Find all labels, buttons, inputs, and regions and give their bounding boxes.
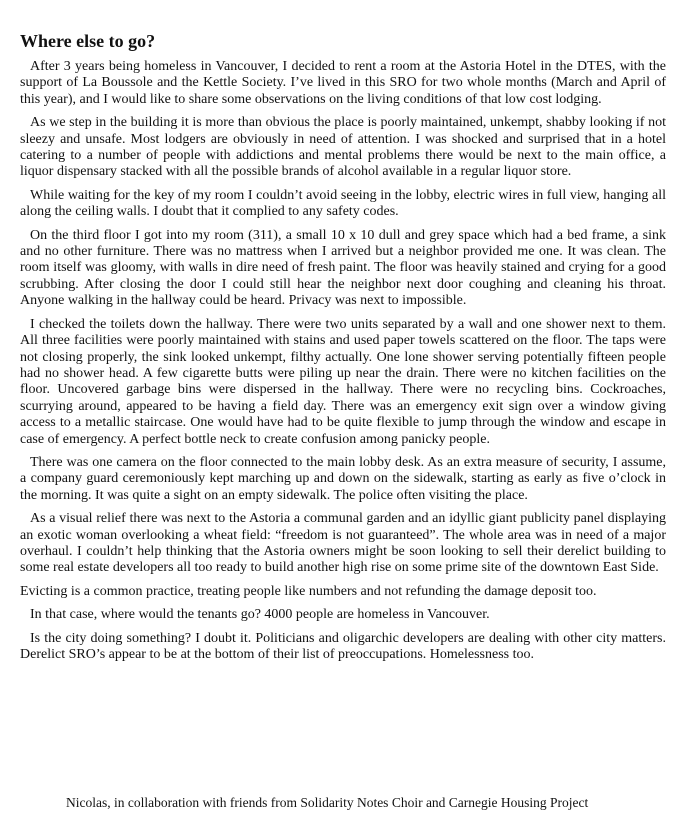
paragraph: In that case, where would the tenants go? 4000 people are homeless in Vancouver.	[30, 607, 490, 623]
paragraph: After 3 years being homeless in Vancouver, I decided to rent a room at the Astoria Hotel in the DTES, with the support of La Boussole and the Kettle Society. I’ve lived in this SRO for two whole months (March and April of this year), and I would like to share some observations on the living conditions of that low cost lodging.	[20, 59, 666, 107]
paragraph: On the third floor I got into my room (311), a small 10 x 10 dull and grey space which had a bed frame, a sink and no other furniture. There was no mattress when I arrived but a neighbor provided me one. It was clean. The room itself was gloomy, with walls in dire need of fresh paint. The floor was heavily stained and crying for a good scrubbing. After closing the door I could still hear the neighbor next door coughing and cleaning his throat. Anyone walking in the hallway could be heard. Privacy was next to impossible.	[20, 227, 666, 309]
paragraph: As we step in the building it is more than obvious the place is poorly maintained, unkempt, shabby looking if not sleezy and unsafe. Most lodgers are obviously in need of attention. I was shocked and surprised that in a hotel catering to a number of people with addictions and mental problems there would be next to the main office, a liquor dispensary stacked with all the possible brands of alcohol available in a regular liquor store.	[20, 115, 666, 180]
article-title: Where else to go?	[20, 31, 156, 51]
signature: Nicolas, in collaboration with friends from Solidarity Notes Choir and Carnegie Housing Project	[66, 795, 589, 810]
paragraph: While waiting for the key of my room I couldn’t avoid seeing in the lobby, electric wires in full view, hanging all along the ceiling walls. I doubt that it complied to any safety codes.	[20, 187, 666, 220]
paragraph: Is the city doing something? I doubt it. Politicians and oligarchic developers are dealing with other city matters. Derelict SRO’s appear to be at the bottom of their list of preoccupations. Homelessness too.	[20, 630, 666, 662]
paragraph: I checked the toilets down the hallway. There were two units separated by a wall and one shower next to them. All three facilities were poorly maintained with stains and used paper towels scattered on the floor. The taps were not closing properly, the sink looked unkempt, filthy actually. One lone shower serving potentially fifteen people had no shower head. A few cigarette butts were piling up near the drain. There were no kitchen facilities on the floor. Uncovered garbage bins were dispersed in the hallway. There were no recycling bins. Cockroaches, scurrying around, appeared to be having a field day. There was an emergency exit sign over a window giving access to a metallic staircase. One would have had to be quite flexible to jump through the window and escape in case of emergency. A perfect bottle neck to create confusion among panicky people.	[20, 316, 666, 447]
paragraph: Evicting is a common practice, treating people like numbers and not refunding the damage deposit too.	[20, 583, 597, 599]
paragraph: As a visual relief there was next to the Astoria a communal garden and an idyllic giant publicity panel displaying an exotic woman overlooking a wheat field: “freedom is not guaranteed”. The whole area was in need of a major overhaul. I couldn’t help thinking that the Astoria owners might be soon looking to sell their derelict building to some real estate developers all too ready to build another high rise on some prime site of the downtown East Side.	[20, 511, 666, 576]
paragraph: There was one camera on the floor connected to the main lobby desk. As an extra measure of security, I assume, a company guard ceremoniously kept marching up and down on the sidewalk, starting as early as five o’clock in the morning. It was quite a sight on an empty sidewalk. The police often visiting the place.	[20, 454, 666, 503]
article	[20, 30, 666, 670]
